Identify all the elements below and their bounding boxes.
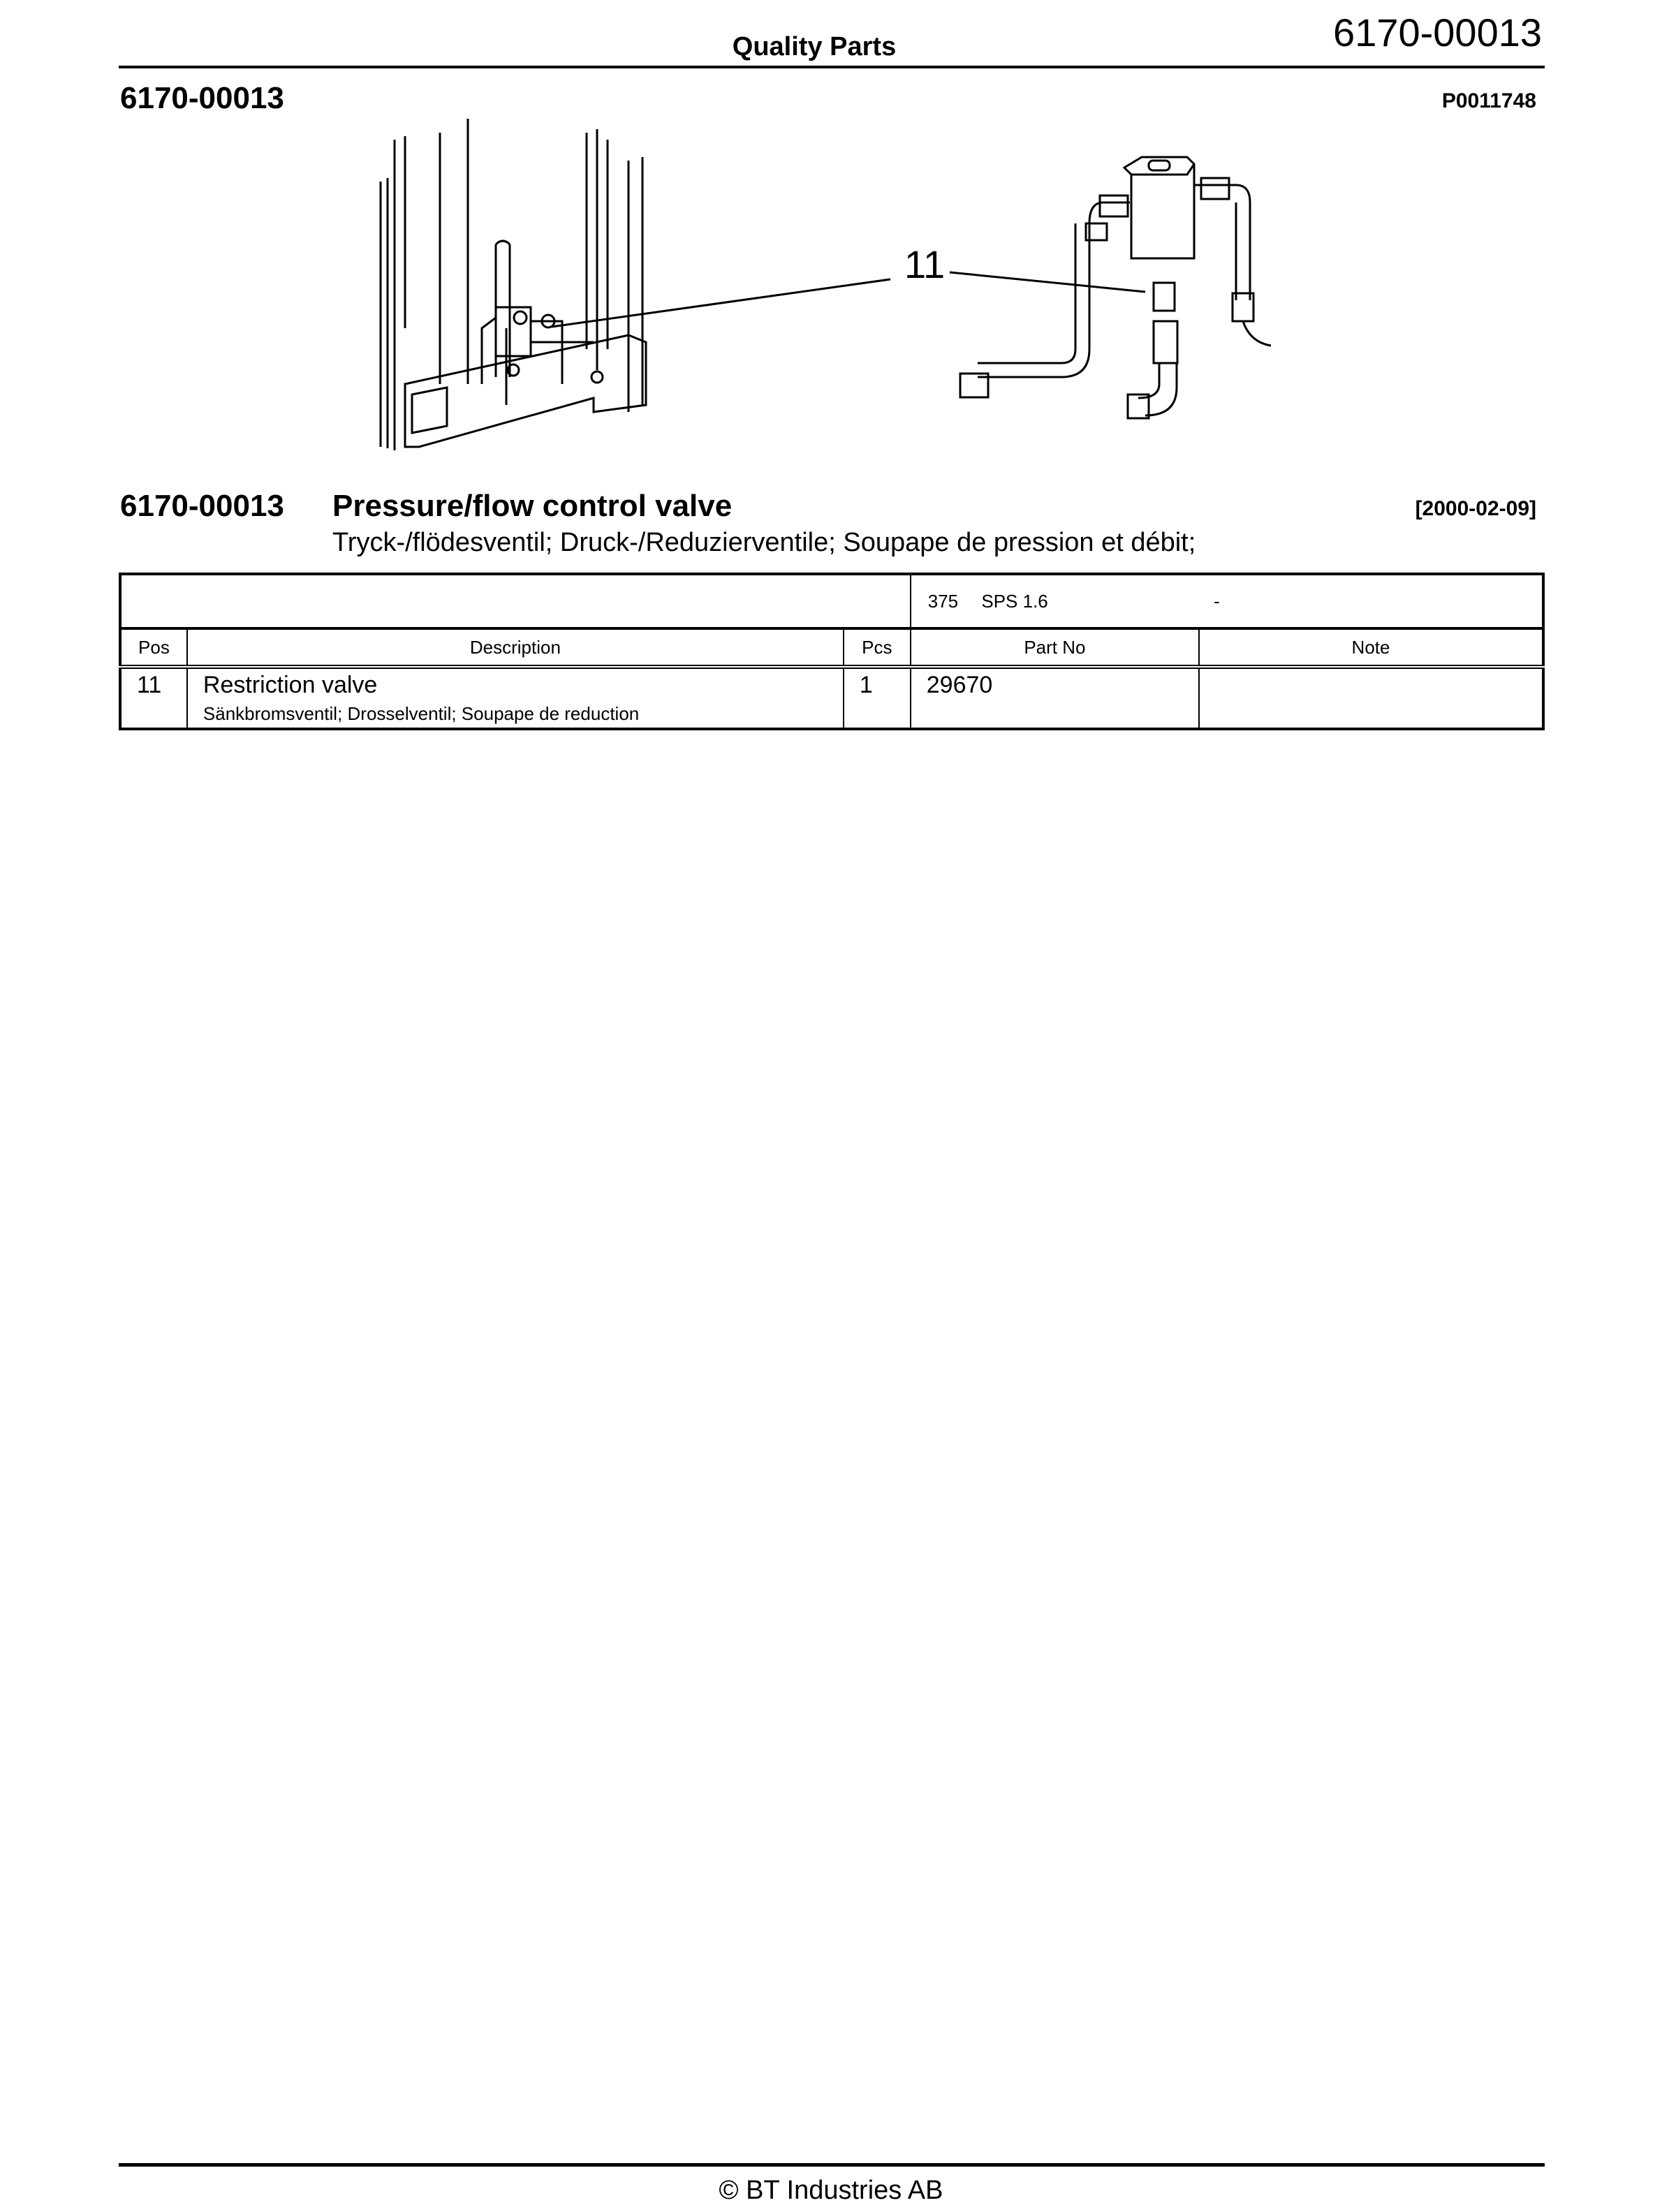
sps-value: SPS 1.6 (981, 590, 1048, 612)
header-doc-number: 6170-00013 (1333, 10, 1542, 54)
model-value: 375 (927, 590, 959, 612)
footer-copyright: © BT Industries AB (719, 2176, 943, 2205)
callout-11: 11 (904, 242, 946, 286)
part-number: 6170-00013 (120, 489, 284, 523)
col-pcs: Pcs (844, 628, 911, 667)
row-description-translations: Sänkbromsventil; Drosselventil; Soupape de reduction (203, 703, 640, 724)
row-description-main: Restriction valve (203, 672, 378, 698)
info-extra: - (1214, 590, 1220, 612)
parts-table (119, 573, 1545, 730)
valve-drawing (960, 157, 1271, 418)
row-pos: 11 (120, 667, 187, 729)
header-title: Quality Parts (732, 32, 897, 61)
picture-ref: P0011748 (1441, 89, 1536, 112)
col-note: Note (1199, 628, 1543, 667)
header-rule (119, 66, 1545, 68)
table-row (120, 667, 1543, 729)
frame-drawing (381, 119, 646, 450)
col-part-no: Part No (911, 628, 1199, 667)
part-date: [2000-02-09] (1415, 497, 1536, 520)
info-row (120, 574, 1543, 628)
footer-rule (119, 2163, 1545, 2167)
row-note (1199, 667, 1543, 729)
table-header (120, 628, 1543, 667)
row-pcs: 1 (844, 667, 911, 729)
exploded-view-illustration (363, 119, 1285, 461)
section-number: 6170-00013 (120, 81, 284, 115)
part-title: Pressure/flow control valve (332, 489, 733, 523)
row-description (187, 667, 844, 729)
col-pos: Pos (120, 628, 187, 667)
row-part-no: 29670 (911, 667, 1199, 729)
part-translations: Tryck-/flödesventil; Druck-/Reduzierventile; Soupape de pression et débit; (332, 528, 1196, 557)
col-description: Description (187, 628, 844, 667)
